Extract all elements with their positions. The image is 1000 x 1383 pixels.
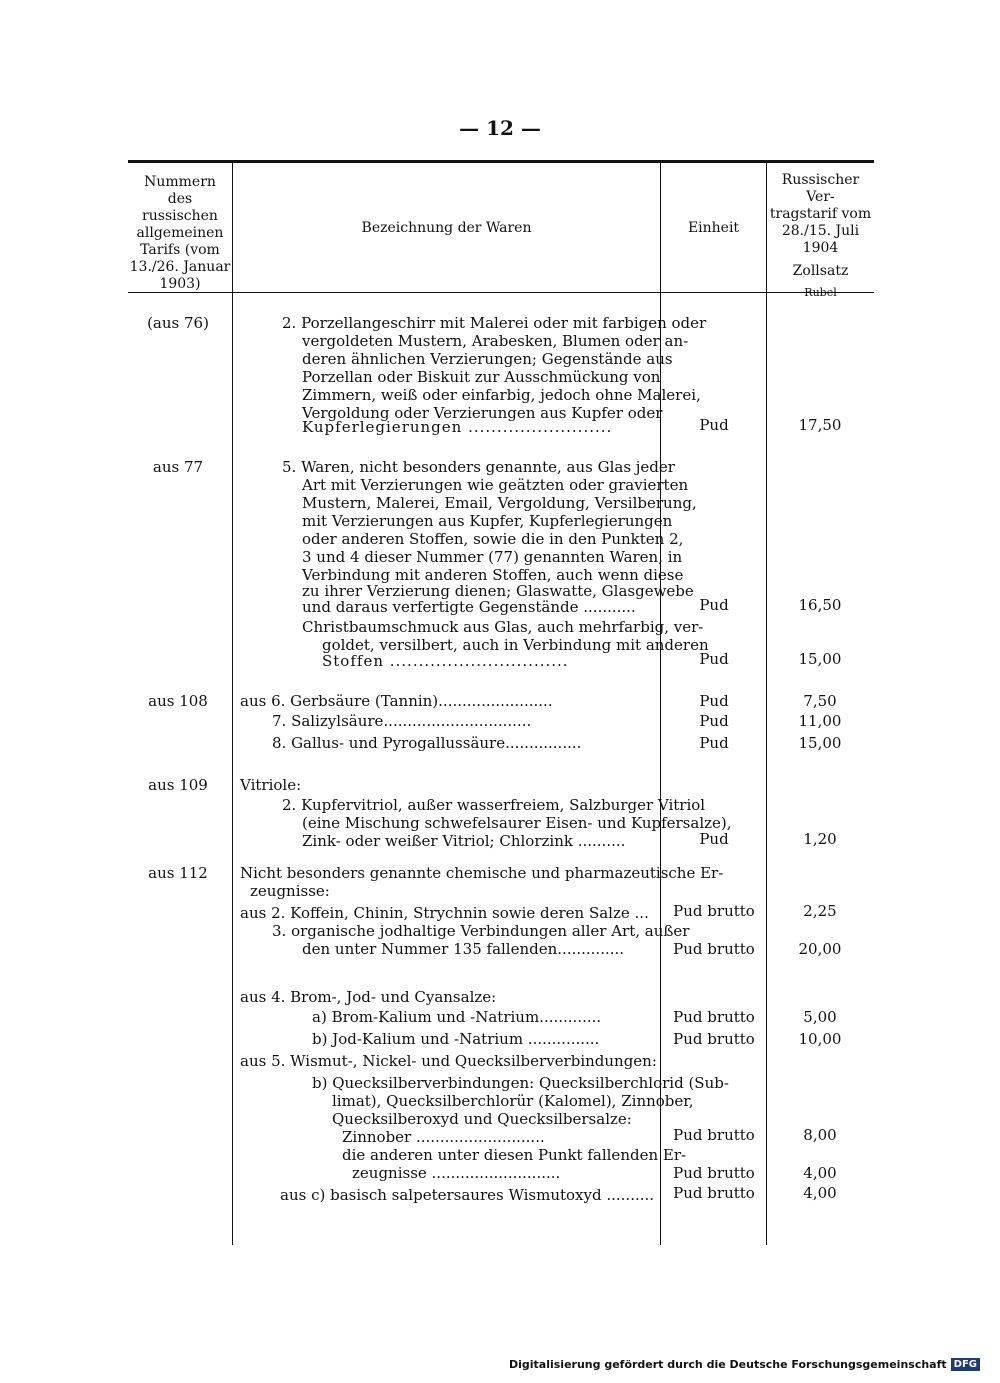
description-line: Zinnober ........................... bbox=[342, 1128, 545, 1146]
unit-cell: Pud bbox=[699, 692, 729, 710]
description-line: oder anderen Stoffen, sowie die in den Punkten 2, bbox=[302, 530, 684, 548]
description-line: 3 und 4 dieser Nummer (77) genannten Waren, in bbox=[302, 548, 683, 566]
description-line: zu ihrer Verzierung dienen; Glaswatte, Glasgewebe bbox=[302, 582, 694, 600]
unit-cell: Pud bbox=[699, 830, 729, 848]
unit-cell: Pud brutto bbox=[673, 940, 755, 958]
tariff-number: aus 112 bbox=[148, 864, 208, 882]
description-line: 2. Porzellangeschirr mit Malerei oder mit farbigen oder bbox=[282, 314, 707, 332]
unit-cell: Pud brutto bbox=[673, 1184, 755, 1202]
rate-cell: 20,00 bbox=[798, 940, 842, 958]
description-line: vergoldeten Mustern, Arabesken, Blumen oder an- bbox=[302, 332, 689, 350]
description-line: deren ähnlichen Verzierungen; Gegenstände aus bbox=[302, 350, 673, 368]
unit-cell: Pud brutto bbox=[673, 1126, 755, 1144]
rate-cell: 2,25 bbox=[803, 902, 837, 920]
credit-text: Digitalisierung gefördert durch die Deutsche Forschungsgemeinschaft bbox=[508, 1358, 947, 1371]
description-line: mit Verzierungen aus Kupfer, Kupferlegierungen bbox=[302, 512, 673, 530]
description-line: 5. Waren, nicht besonders genannte, aus Glas jeder bbox=[282, 458, 675, 476]
rate-cell: 7,50 bbox=[803, 692, 837, 710]
description-line: aus 6. Gerbsäure (Tannin)........................ bbox=[240, 692, 553, 710]
dfg-logo: DFG bbox=[951, 1358, 980, 1371]
page-number: — 12 — bbox=[459, 116, 541, 140]
description-line: Verbindung mit anderen Stoffen, auch wenn diese bbox=[302, 566, 684, 584]
description-line: Stoffen ............................... bbox=[322, 652, 569, 670]
unit-cell: Pud bbox=[699, 650, 729, 668]
description-line: Vitriole: bbox=[240, 776, 302, 794]
description-line: den unter Nummer 135 fallenden.............. bbox=[302, 940, 625, 958]
description-line: Christbaumschmuck aus Glas, auch mehrfarbig, ver- bbox=[302, 618, 704, 636]
description-line: (eine Mischung schwefelsaurer Eisen- und Kupfersalze), bbox=[302, 814, 732, 832]
description-line: 2. Kupfervitriol, außer wasserfreiem, Salzburger Vitriol bbox=[282, 796, 706, 814]
rate-cell: 1,20 bbox=[803, 830, 837, 848]
description-line: Nicht besonders genannte chemische und pharmazeutische Er- bbox=[240, 864, 724, 882]
description-line: Vergoldung oder Verzierungen aus Kupfer oder bbox=[302, 404, 663, 422]
description-line: Porzellan oder Biskuit zur Ausschmückung von bbox=[302, 368, 661, 386]
rate-cell: 10,00 bbox=[798, 1030, 842, 1048]
col-divider-1 bbox=[232, 163, 233, 1245]
rate-cell: 8,00 bbox=[803, 1126, 837, 1144]
col-divider-3 bbox=[766, 163, 767, 1245]
header-bottom-rule bbox=[128, 292, 874, 293]
description-line: und daraus verfertigte Gegenstände ........... bbox=[302, 598, 636, 616]
description-line: zeugnisse: bbox=[250, 882, 330, 900]
digitization-credit bbox=[509, 1358, 980, 1371]
tariff-number: aus 109 bbox=[148, 776, 208, 794]
description-line: die anderen unter diesen Punkt fallenden Er- bbox=[342, 1146, 687, 1164]
description-line: 3. organische jodhaltige Verbindungen aller Art, außer bbox=[272, 922, 690, 940]
description-line: Zink- oder weißer Vitriol; Chlorzink .......... bbox=[302, 832, 626, 850]
top-rule bbox=[128, 160, 874, 163]
rate-cell: 5,00 bbox=[803, 1008, 837, 1026]
rate-cell: 15,00 bbox=[798, 650, 842, 668]
unit-cell: Pud brutto bbox=[673, 1008, 755, 1026]
tariff-number: aus 108 bbox=[148, 692, 208, 710]
description-line: a) Brom-Kalium und -Natrium............. bbox=[312, 1008, 602, 1026]
rate-cell: 17,50 bbox=[798, 416, 842, 434]
rate-cell: 4,00 bbox=[803, 1164, 837, 1182]
tariff-number: (aus 76) bbox=[147, 314, 209, 332]
description-line: 8. Gallus- und Pyrogallussäure................ bbox=[272, 734, 582, 752]
description-line: aus 4. Brom-, Jod- und Cyansalze: bbox=[240, 988, 497, 1006]
header-col-unit: Einheit bbox=[687, 220, 740, 236]
header-col-rate: Russischer Ver- tragstarif vom 28./15. Juli 1904 Zollsatz Rubel bbox=[769, 172, 872, 299]
description-line: goldet, versilbert, auch in Verbindung mit anderen bbox=[322, 636, 709, 654]
unit-cell: Pud brutto bbox=[673, 1030, 755, 1048]
unit-cell: Pud bbox=[699, 416, 729, 434]
description-line: Quecksilberoxyd und Quecksilbersalze: bbox=[332, 1110, 632, 1128]
header-col-description: Bezeichnung der Waren bbox=[361, 220, 532, 236]
description-line: Art mit Verzierungen wie geätzten oder gravierten bbox=[302, 476, 689, 494]
rate-cell: 11,00 bbox=[798, 712, 842, 730]
unit-cell: Pud bbox=[699, 596, 729, 614]
unit-cell: Pud bbox=[699, 734, 729, 752]
description-line: Mustern, Malerei, Email, Vergoldung, Versilberung, bbox=[302, 494, 697, 512]
header-col-number: Nummern des russischen allgemeinen Tarifs (vom 13./26. Januar 1903) bbox=[129, 174, 231, 292]
description-line: aus 2. Koffein, Chinin, Strychnin sowie deren Salze ... bbox=[240, 904, 649, 922]
description-line: zeugnisse ........................... bbox=[352, 1164, 561, 1182]
tariff-number: aus 77 bbox=[152, 458, 204, 476]
unit-cell: Pud brutto bbox=[673, 902, 755, 920]
unit-cell: Pud brutto bbox=[673, 1164, 755, 1182]
description-line: 7. Salizylsäure............................... bbox=[272, 712, 532, 730]
description-line: Zimmern, weiß oder einfarbig, jedoch ohne Malerei, bbox=[302, 386, 701, 404]
description-line: aus 5. Wismut-, Nickel- und Quecksilberverbindungen: bbox=[240, 1052, 657, 1070]
description-line: limat), Quecksilberchlorür (Kalomel), Zinnober, bbox=[332, 1092, 694, 1110]
description-line: b) Quecksilberverbindungen: Quecksilberchlorid (Sub- bbox=[312, 1074, 729, 1092]
description-line: b) Jod-Kalium und -Natrium ............... bbox=[312, 1030, 600, 1048]
description-line: Kupferlegierungen ......................... bbox=[302, 418, 613, 436]
rate-cell: 16,50 bbox=[798, 596, 842, 614]
description-line: aus c) basisch salpetersaures Wismutoxyd .......... bbox=[280, 1186, 655, 1204]
unit-cell: Pud bbox=[699, 712, 729, 730]
rate-cell: 4,00 bbox=[803, 1184, 837, 1202]
rate-cell: 15,00 bbox=[798, 734, 842, 752]
